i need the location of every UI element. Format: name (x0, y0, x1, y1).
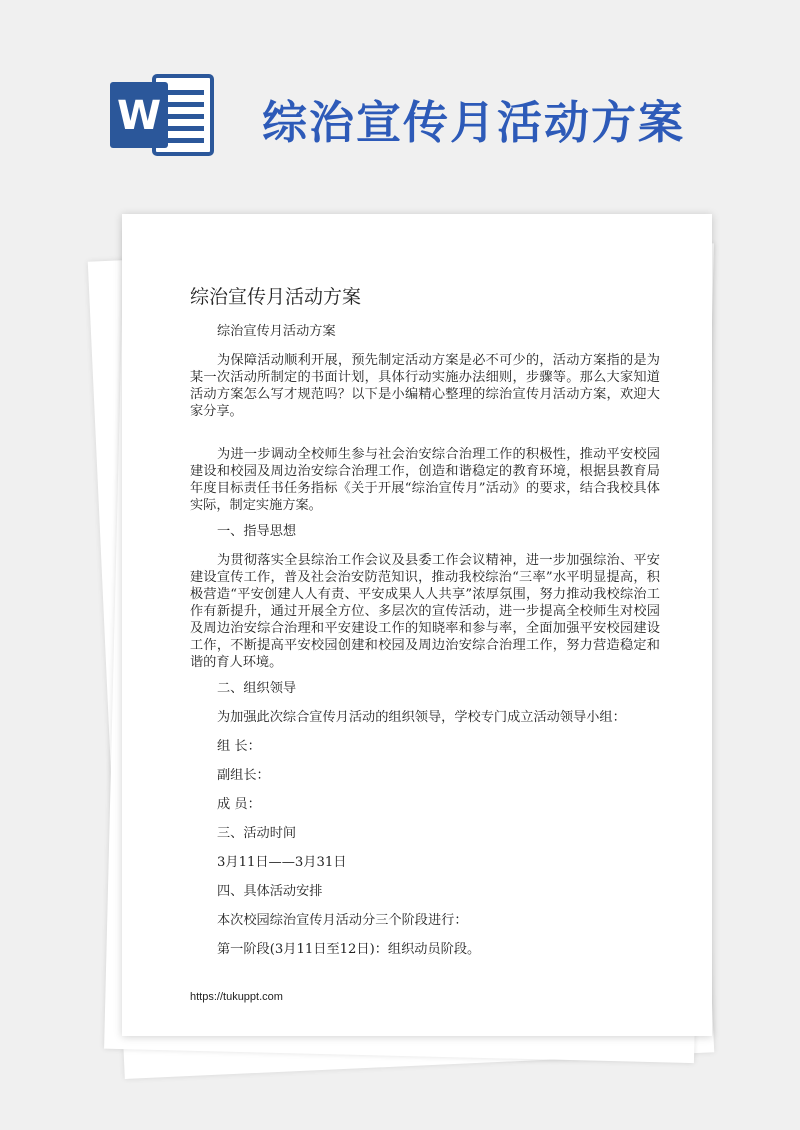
deputy-leader-line: 副组长： (217, 768, 270, 783)
source-url: https://tukuppt.com (190, 991, 283, 1003)
section-heading-activity-time: 三、活动时间 (217, 826, 297, 841)
stage-one-line: 第一阶段(3月11日至12日)：组织动员阶段。 (217, 942, 481, 957)
team-leader-line: 组 长： (217, 739, 261, 754)
activity-dates: 3月11日——3月31日 (217, 855, 347, 870)
members-line: 成 员： (217, 797, 261, 812)
word-document-icon (110, 72, 218, 158)
section-heading-organization: 二、组织领导 (217, 681, 297, 696)
section-heading-guiding-ideology: 一、指导思想 (217, 524, 297, 539)
banner-title: 综治宣传月活动方案 (262, 96, 686, 149)
section-heading-arrangements: 四、具体活动安排 (217, 884, 323, 899)
document-title: 综治宣传月活动方案 (190, 286, 362, 308)
organization-paragraph: 为加强此次综合宣传月活动的组织领导，学校专门成立活动领导小组： (217, 710, 626, 725)
stages-intro-line: 本次校园综治宣传月活动分三个阶段进行： (217, 913, 468, 928)
purpose-paragraph: 为进一步调动全校师生参与社会治安综合治理工作的积极性，推动平安校园建设和校园及周边治安综合治理工作，创造和谐稳定的教育环境，根据县教育局年度目标责任书任务指标《关于开展“综治宣传月”活动》的要求，结合我校具体实际，制定实施方案。 (190, 447, 660, 513)
word-logo-letter: W (116, 93, 162, 139)
document-body (190, 323, 660, 970)
guiding-ideology-paragraph: 为贯彻落实全县综治工作会议及县委工作会议精神，进一步加强综治、平安建设宣传工作，普及社会治安防范知识，推动我校综治“三率”水平明显提高，积极营造“平安创建人人有责、平安成果人人共享”浓厚氛围，努力推动我校综治工作有新提升，通过开展全方位、多层次的宣传活动，进一步提高全校师生对校园及周边治安综合治理和平安建设工作的知晓率和参与率，全面加强平安校园建设工作，不断提高平安校园创建和校园及周边治安综合治理工作，努力营造稳定和谐的育人环境。 (190, 553, 660, 670)
intro-paragraph: 为保障活动顺利开展，预先制定活动方案是必不可少的，活动方案指的是为某一次活动所制定的书面计划，具体行动实施办法细则，步骤等。那么大家知道活动方案怎么写才规范吗？以下是小编精心整理的综治宣传月活动方案，欢迎大家分享。 (190, 353, 660, 419)
document-subtitle: 综治宣传月活动方案 (217, 324, 336, 339)
